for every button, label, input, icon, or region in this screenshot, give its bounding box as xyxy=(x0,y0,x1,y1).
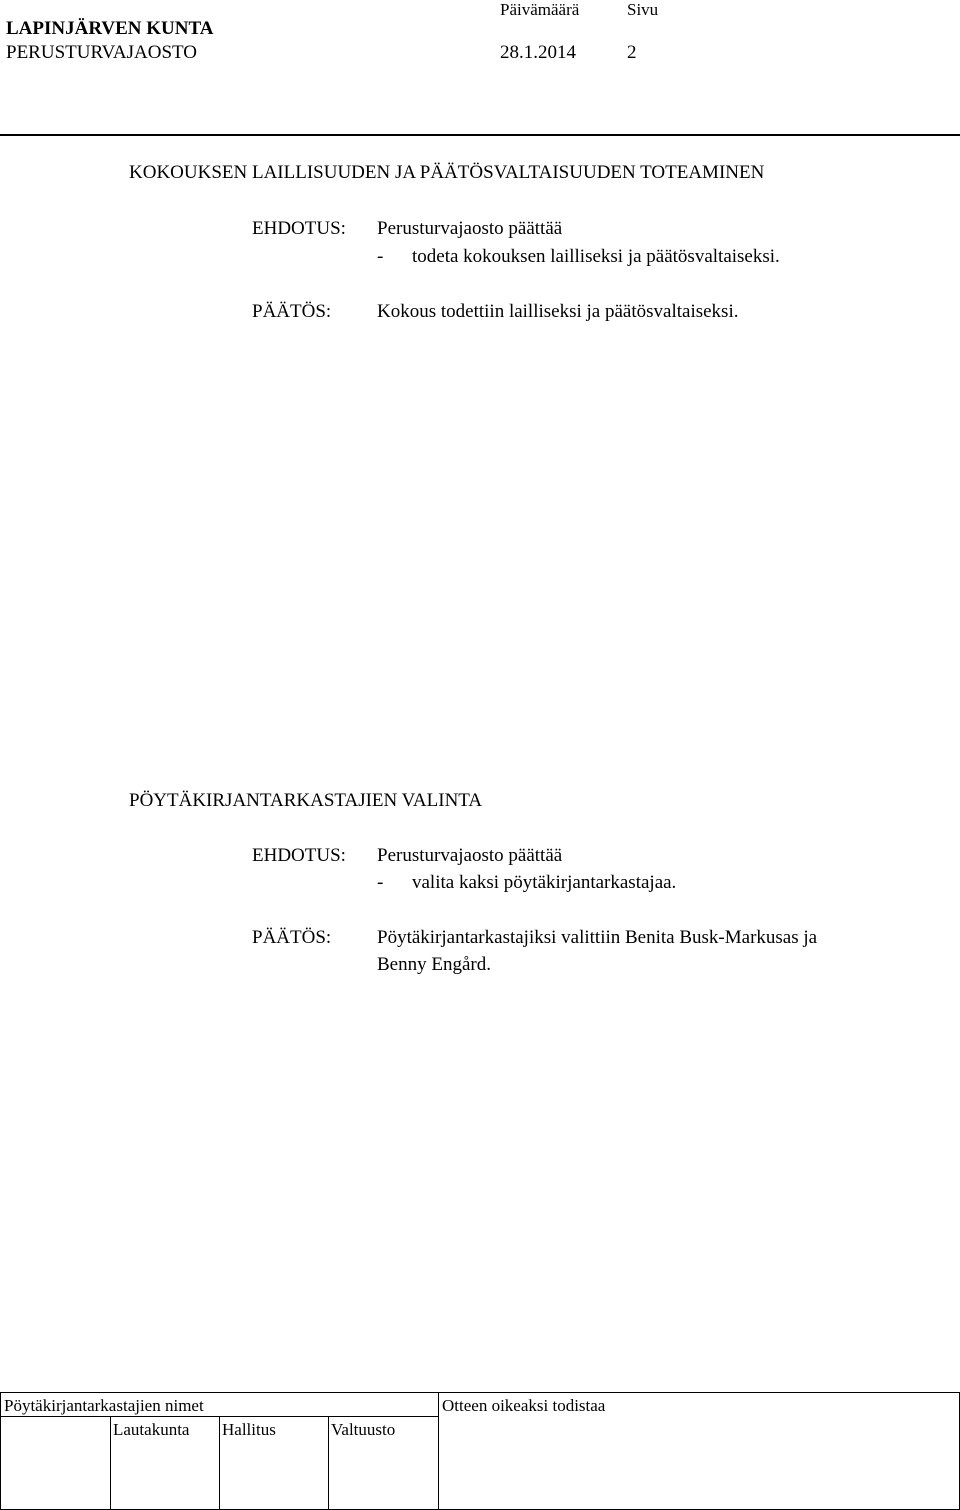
header-divider xyxy=(0,134,960,136)
proposal-dash: - xyxy=(377,246,384,267)
certify-label: Otteen oikeaksi todistaa xyxy=(442,1396,606,1415)
decision-label: PÄÄTÖS: xyxy=(252,301,332,322)
proposal-label: EHDOTUS: xyxy=(252,845,346,866)
proposal-item: valita kaksi pöytäkirjantarkastajaa. xyxy=(412,872,677,893)
section-title-legality: KOKOUKSEN LAILLISUUDEN JA PÄÄTÖSVALTAISUUDEN TOTEAMINEN xyxy=(129,162,765,183)
meeting-date: 28.1.2014 xyxy=(500,42,576,63)
page-label: Sivu xyxy=(627,0,659,19)
col-lautakunta: Lautakunta xyxy=(113,1420,190,1439)
proposal-text: Perusturvajaosto päättää xyxy=(377,845,563,866)
signature-table-col-divider xyxy=(110,1416,111,1509)
col-hallitus: Hallitus xyxy=(222,1420,276,1439)
date-label: Päivämäärä xyxy=(500,0,580,19)
decision-label: PÄÄTÖS: xyxy=(252,927,332,948)
decision-text-line2: Benny Engård. xyxy=(377,954,491,975)
signature-table-col-divider xyxy=(438,1392,439,1509)
signature-table-col-divider xyxy=(328,1416,329,1509)
decision-text: Kokous todettiin lailliseksi ja päätösvaltaiseksi. xyxy=(377,301,739,322)
proposal-label: EHDOTUS: xyxy=(252,218,346,239)
proposal-dash: - xyxy=(377,872,384,893)
page-number: 2 xyxy=(627,42,637,63)
department-name: PERUSTURVAJAOSTO xyxy=(6,42,197,63)
section-title-inspectors: PÖYTÄKIRJANTARKASTAJIEN VALINTA xyxy=(129,790,483,811)
organization-name: LAPINJÄRVEN KUNTA xyxy=(6,18,214,39)
proposal-item: todeta kokouksen lailliseksi ja päätösvaltaiseksi. xyxy=(412,246,780,267)
col-valtuusto: Valtuusto xyxy=(331,1420,396,1439)
decision-text-line1: Pöytäkirjantarkastajiksi valittiin Benita Busk-Markusas ja xyxy=(377,927,818,948)
signature-table-col-divider xyxy=(219,1416,220,1509)
inspectors-label: Pöytäkirjantarkastajien nimet xyxy=(4,1396,204,1415)
proposal-text: Perusturvajaosto päättää xyxy=(377,218,563,239)
